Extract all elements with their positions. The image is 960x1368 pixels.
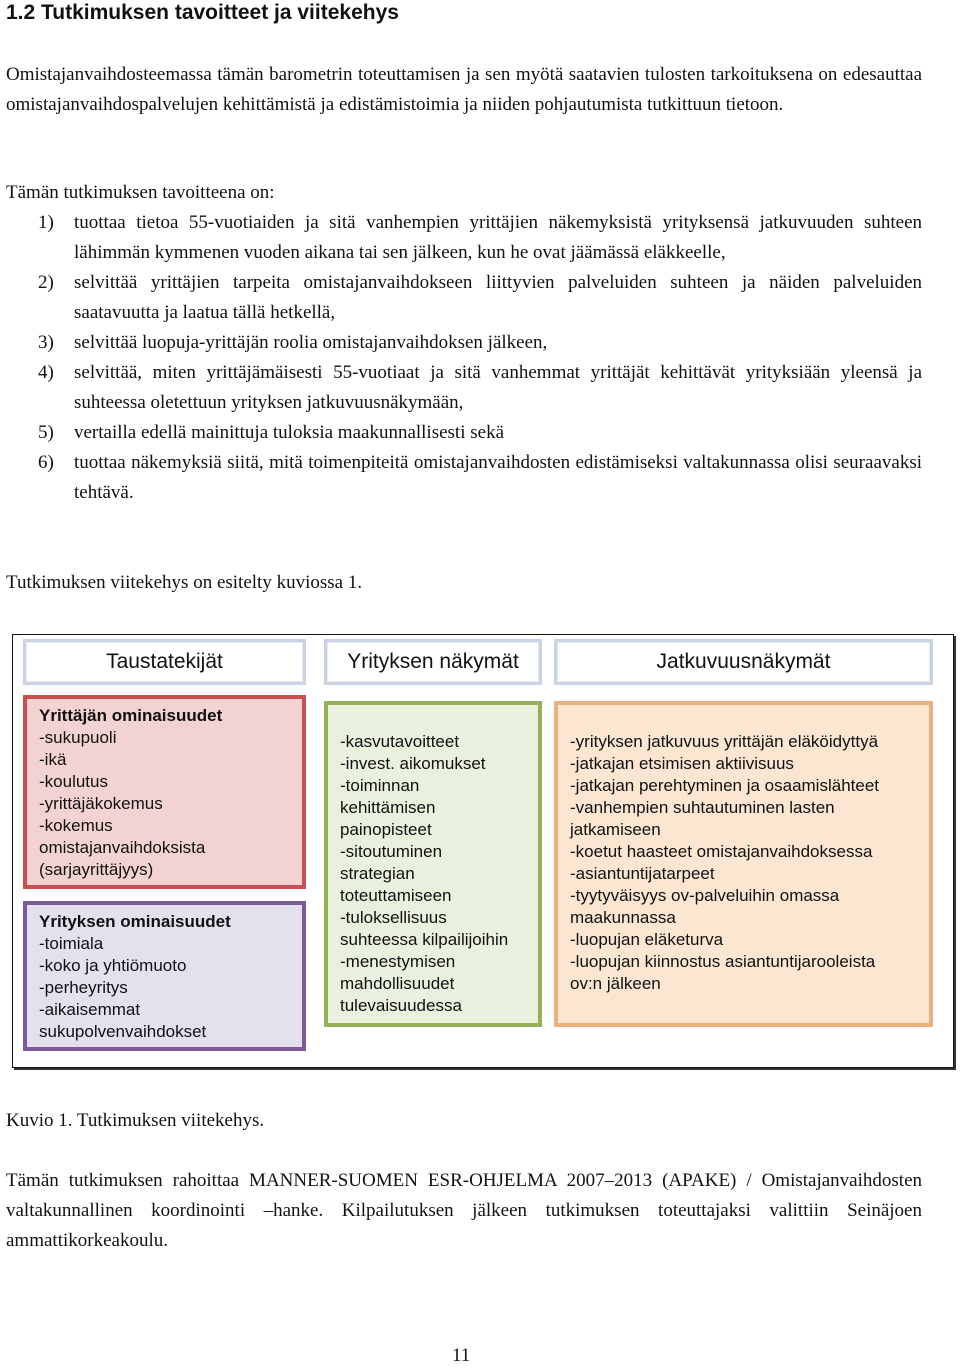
goals-list xyxy=(6,208,922,508)
list-item: ov:n jälkeen xyxy=(570,974,661,993)
list-item: kehittämisen xyxy=(340,798,436,817)
list-item: 2) selvittää yrittäjien tarpeita omistajanvaihdokseen liittyvien palveluiden suhteen ja näiden palveluiden saatavuutta ja laatua tällä hetkellä, xyxy=(38,272,922,323)
list-item: strategian xyxy=(340,864,415,883)
header-company-outlook: Yrityksen näkymät xyxy=(324,639,542,685)
list-item: suhteessa kilpailijoihin xyxy=(340,930,509,949)
figure-caption: Kuvio 1. Tutkimuksen viitekehys. xyxy=(6,1110,265,1131)
list-item: painopisteet xyxy=(340,820,432,839)
list-item: -koko ja yhtiömuoto xyxy=(39,956,187,975)
list-item: mahdollisuudet xyxy=(340,974,455,993)
list-item: -yrittäjäkokemus xyxy=(39,794,163,813)
list-item: 5) vertailla edellä mainittuja tuloksia maakunnallisesti sekä xyxy=(38,422,505,443)
list-item: -jatkajan perehtyminen ja osaamislähteet xyxy=(570,776,880,795)
list-item: -sukupuoli xyxy=(39,728,117,747)
list-item: -vanhempien suhtautuminen lasten xyxy=(570,798,835,817)
list-item: maakunnassa xyxy=(570,908,676,927)
list-item: tulevaisuudessa xyxy=(340,996,462,1015)
list-item: 6) tuottaa näkemyksiä siitä, mitä toimenpiteitä omistajanvaihdosten edistämiseksi valtakunnassa olisi seuraavaksi tehtävä. xyxy=(38,452,922,503)
list-item: jatkamiseen xyxy=(570,820,661,839)
funding-paragraph: Tämän tutkimuksen rahoittaa MANNER-SUOMEN ESR-OHJELMA 2007–2013 (APAKE) / Omistajanvaihdosten valtakunnallinen koordinointi –hanke. Kilpailutuksen jälkeen tutkimuksen toteuttajaksi valittiin Seinäjoen ammattikorkeakoulu. xyxy=(6,1170,922,1251)
list-item: (sarjayrittäjyys) xyxy=(39,860,154,879)
page-number: 11 xyxy=(452,1345,471,1366)
list-item: -luopujan eläketurva xyxy=(570,930,724,949)
list-item: -menestymisen xyxy=(340,952,456,971)
list-item: -yrityksen jatkuvuus yrittäjän eläköidyttyä xyxy=(570,732,879,751)
list-item: -toiminnan xyxy=(340,776,420,795)
entrepreneur-traits-title: Yrittäjän ominaisuudet xyxy=(39,706,223,725)
goals-intro: Tämän tutkimuksen tavoitteena on: xyxy=(6,182,275,203)
list-item: -koetut haasteet omistajanvaihdoksessa xyxy=(570,842,873,861)
list-item: toteuttamiseen xyxy=(340,886,452,905)
list-item: 4) selvittää, miten yrittäjämäisesti 55-vuotiaat ja sitä vanhemmat yrittäjät kehittävät yrityksiään yleensä ja suhteessa oletettuun yrityksen jatkuvuusnäkymään, xyxy=(38,362,922,413)
list-item: -perheyritys xyxy=(39,978,128,997)
list-item: -aikaisemmat xyxy=(39,1000,141,1019)
entrepreneur-traits-box xyxy=(23,695,306,889)
company-outlook-box xyxy=(324,701,542,1027)
list-item: -ikä xyxy=(39,750,67,769)
continuity-outlook-box xyxy=(554,701,933,1027)
company-traits-title: Yrityksen ominaisuudet xyxy=(39,912,231,931)
company-traits-box xyxy=(23,901,306,1051)
framework-reference: Tutkimuksen viitekehys on esitelty kuviossa 1. xyxy=(6,572,363,593)
list-item: -kasvutavoitteet xyxy=(340,732,460,751)
header-continuity-outlook: Jatkuvuusnäkymät xyxy=(554,639,933,685)
list-item: 3) selvittää luopuja-yrittäjän roolia omistajanvaihdoksen jälkeen, xyxy=(38,332,548,353)
list-item: -tuloksellisuus xyxy=(340,908,447,927)
list-item: -luopujan kiinnostus asiantuntijarooleista xyxy=(570,952,876,971)
list-item: 1) tuottaa tietoa 55-vuotiaiden ja sitä vanhempien yrittäjien näkemyksistä yrityksensä jatkuvuuden suhteen lähimmän kymmenen vuoden aikana tai sen jälkeen, kun he ovat jäämässä eläkkeelle, xyxy=(38,212,922,263)
list-item: -asiantuntijatarpeet xyxy=(570,864,715,883)
list-item: -sitoutuminen xyxy=(340,842,443,861)
list-item: -jatkajan etsimisen aktiivisuus xyxy=(570,754,794,773)
header-background-factors: Taustatekijät xyxy=(23,639,306,685)
list-item: -invest. aikomukset xyxy=(340,754,486,773)
list-item: omistajanvaihdoksista xyxy=(39,838,206,857)
list-item: -kokemus xyxy=(39,816,113,835)
list-item: -tyytyväisyys ov-palveluihin omassa xyxy=(570,886,840,905)
list-item: sukupolvenvaihdokset xyxy=(39,1022,207,1041)
framework-figure xyxy=(12,634,954,1068)
section-heading: 1.2 Tutkimuksen tavoitteet ja viitekehys xyxy=(6,1,399,24)
list-item: -koulutus xyxy=(39,772,108,791)
list-item: -toimiala xyxy=(39,934,104,953)
intro-paragraph: Omistajanvaihdosteemassa tämän barometrin toteuttamisen ja sen myötä saatavien tulosten tarkoituksena on edesauttaa omistajanvaihdospalvelujen kehittämistä ja edistämistoimia ja niiden pohjautumista tutkittuun tietoon. xyxy=(6,64,922,115)
